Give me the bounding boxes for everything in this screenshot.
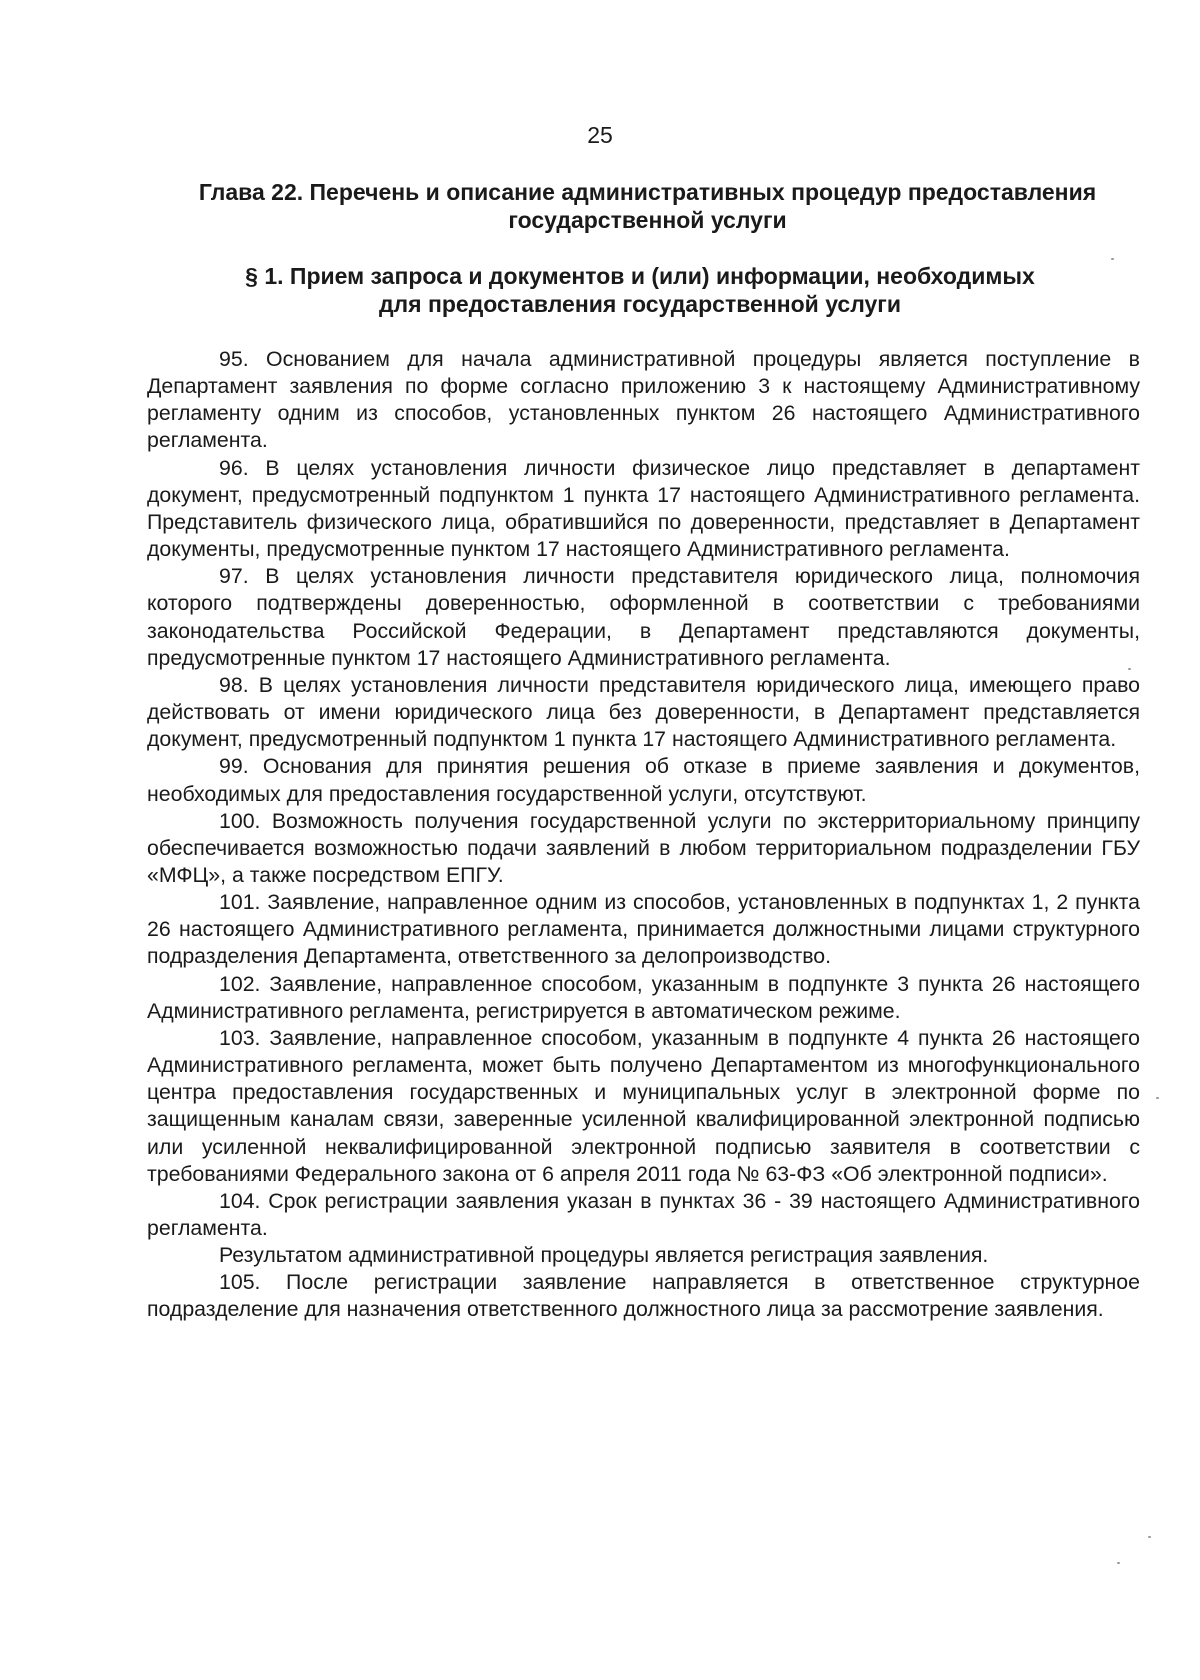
section-title [160, 262, 1120, 318]
paragraph-105: 105. После регистрации заявление направляется в ответственное структурное подразделение для назначения ответственного должностного лица за рассмотрение заявления. [147, 1270, 1140, 1322]
chapter-title-line: Глава 22. Перечень и описание административных процедур предоставления [198, 179, 1097, 205]
paragraph-97: 97. В целях установления личности представителя юридического лица, полномочия которого подтверждены доверенностью, оформленной в соответствии с требованиями законодательства Российской Федерации, в Департамент представляются документы, предусмотренные пунктом 17 настоящего Административного регламента. [147, 564, 1140, 670]
body-text [147, 346, 1140, 1324]
paragraph-104: 104. Срок регистрации заявления указан в пунктах 36 - 39 настоящего Административного регламента. [147, 1188, 1140, 1240]
paragraph-103: 103. Заявление, направленное способом, указанным в подпункте 4 пункта 26 настоящего Административного регламента, может быть получено Департаментом из многофункционального центра предоставления государственных и муниципальных услуг в электронной форме по защищенным каналам связи, заверенные усиленной квалифицированной электронной подписью или усиленной неквалифицированной электронной подписью заявителя в соответствии с требованиями Федерального закона от 6 апреля 2011 года № 63-ФЗ «Об электронной подписи». [147, 1025, 1140, 1186]
scan-speck [1156, 1097, 1159, 1099]
paragraph-98: 98. В целях установления личности представителя юридического лица, имеющего право действовать от имени юридического лица без доверенности, в Департамент представляется документ, предусмотренный подпунктом 1 пункта 17 настоящего Административного регламента. [147, 672, 1140, 752]
scan-speck [1148, 1536, 1151, 1538]
scan-speck [1117, 1562, 1120, 1564]
page-number: 25 [587, 122, 613, 148]
section-title-line: § 1. Прием запроса и документов и (или) информации, необходимых [245, 263, 1035, 289]
paragraph-100: 100. Возможность получения государственной услуги по экстерриториальному принципу обеспечивается возможностью подачи заявлений в любом территориальном подразделении ГБУ «МФЦ», а также посредством ЕПГУ. [147, 808, 1140, 887]
chapter-title-line: государственной услуги [508, 207, 787, 233]
scan-speck [1128, 668, 1131, 670]
paragraph-99: 99. Основания для принятия решения об отказе в приеме заявления и документов, необходимых для предоставления государственной услуги, отсутствуют. [147, 754, 1140, 806]
scan-speck [1111, 258, 1114, 260]
paragraph-result: Результатом административной процедуры является регистрация заявления. [219, 1243, 989, 1268]
section-title-line: для предоставления государственной услуги [378, 291, 902, 317]
paragraph-102: 102. Заявление, направленное способом, указанным в подпункте 3 пункта 26 настоящего Административного регламента, регистрируется в автоматическом режиме. [147, 971, 1140, 1023]
paragraph-95: 95. Основанием для начала административной процедуры является поступление в Департамент заявления по форме согласно приложению 3 к настоящему Административному регламенту одним из способов, установленных пунктом 26 настоящего Административного регламента. [147, 347, 1140, 453]
paragraph-96: 96. В целях установления личности физическое лицо представляет в департамент документ, предусмотренный подпунктом 1 пункта 17 настоящего Административного регламента. Представитель физического лица, обратившийся по доверенности, представляет в Департамент документы, предусмотренные пунктом 17 настоящего Административного регламента. [147, 455, 1140, 562]
paragraph-101: 101. Заявление, направленное одним из способов, установленных в подпунктах 1, 2 пункта 26 настоящего Административного регламента, принимается должностными лицами структурного подразделения Департамента, ответственного за делопроизводство. [147, 890, 1140, 969]
chapter-title [160, 178, 1135, 234]
